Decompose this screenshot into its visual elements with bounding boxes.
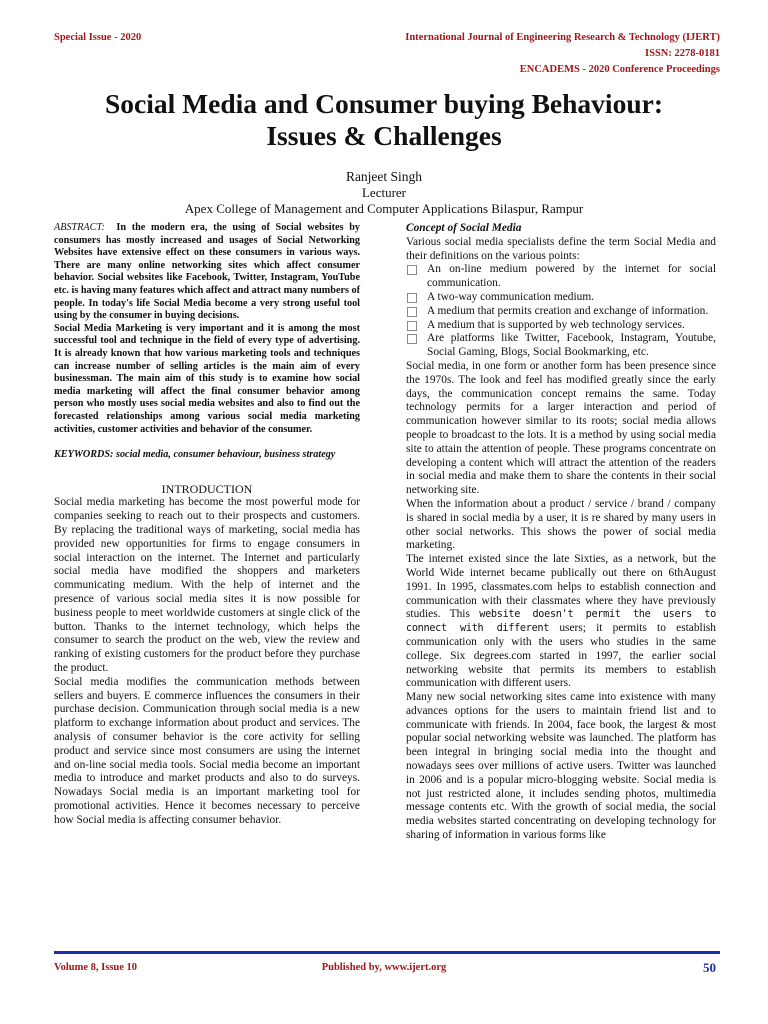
concept-paragraph-2: When the information about a product / service / brand / company is shared in social media by a user, it is re shared by many users in other social networks. This shows the power of social media marketing.	[406, 497, 716, 552]
concept-paragraph-1: Social media, in one form or another form has been presence since the 1970s. The look and feel has modified greatly since the early days, the communication concept remains the same. Today technology permits for a larger interaction and period of communication however similar to its roots; social media allows people to broadcast to the lots. It is a method by using social media site to attain the attention of people. These programs concentrate on developing a content which will attract the attention of the readers in social media and make them to share the contents in their social networking site.	[406, 359, 716, 497]
concept-paragraph-3b: users; it permits to establish communication only with the users who studies in the same college. Six degrees.com started in 1997, the earlier social networking website that permits its members to establish communication with different users.	[406, 622, 717, 690]
page-number: 50	[703, 960, 716, 975]
abstract-label: ABSTRACT:	[54, 222, 105, 233]
bullet-item	[406, 263, 716, 291]
bullet-item	[406, 291, 716, 305]
bullet-item	[406, 319, 716, 333]
intro-paragraph-2: Social media modifies the communication methods between sellers and buyers. E commerce influences the consumers in their purchase decision. Communication through social media is a new platform to exchange information about product and services. The analysis of consumer behavior is the core activity for selling product and service since most consumers are using the internet and on-line social media tools. Social media become an important media to introduce and market products and also to do surveys. Nowadays Social media is an important marketing tool for promotional activities. Hence it becomes necessary to perceive how Social media is affecting consumer behavior.	[54, 675, 360, 826]
keywords-value: social media, consumer behaviour, business strategy	[116, 449, 336, 461]
concept-intro: Various social media specialists define the term Social Media and their definitions on the various points:	[406, 235, 716, 262]
concept-paragraph-4: Many new social networking sites came into existence with many advances options for the users to maintain friend list and to communicate with friends. In 2004, face book, the largest & most popular social networking website was launched. The platform has been integral in bringing social media into the thought and nowadays sees over millions of active users. Twitter was launched in 2006 and is a popular micro-blogging website. Social media is not just restricted alone, it includes sending photos, multimedia message contents etc. With the growth of social media, the social media websites started concentrating on developing technology for sharing of information in various forms like	[406, 691, 716, 842]
bullet-box-icon	[407, 334, 417, 344]
left-column	[54, 222, 360, 828]
abstract-text-1: In the modern era, the using of Social websites by consumers has mostly increased and usages of Social Networking Websites have extensive effect on these consumers in various ways. There are many online networking sites which affect consumer behavior. Social websites like Facebook, Twitter, Instagram, YouTube etc. is having many features which affect and attract many numbers of people. In today's life Social Media become a very strong useful tool using by the consumer in buying decisions.	[54, 222, 360, 322]
title-line-1: Social Media and Consumer buying Behaviour:	[105, 88, 663, 119]
bullet-box-icon	[407, 321, 417, 331]
bullet-text: A medium that permits creation and exchange of information.	[427, 304, 709, 317]
bullet-item	[406, 332, 716, 360]
conference-name: ENCADEMS - 2020 Conference Proceedings	[519, 64, 720, 75]
author-block	[0, 169, 768, 217]
bullet-text: A medium that is supported by web technology services.	[427, 318, 685, 331]
bullet-text: Are platforms like Twitter, Facebook, Instagram, Youtube, Social Gaming, Blogs, Social Bookmarking, etc.	[427, 332, 716, 359]
bullet-text: An on-line medium powered by the internet for social communication.	[427, 263, 716, 290]
right-column	[406, 222, 716, 843]
journal-header	[405, 31, 720, 79]
volume-issue: Volume 8, Issue 10	[54, 962, 138, 973]
introduction-heading: INTRODUCTION	[161, 481, 253, 496]
author-affiliation: Apex College of Management and Computer Applications Bilaspur, Rampur	[184, 201, 584, 216]
bullet-box-icon	[407, 307, 417, 317]
paper-title	[0, 88, 768, 152]
footer-rule	[54, 951, 720, 954]
bullet-box-icon	[407, 293, 417, 303]
publisher-link[interactable]: Published by, www.ijert.org	[321, 962, 447, 973]
intro-paragraph-1: Social media marketing has become the most powerful mode for companies seeking to reach out to their prospects and customers. By replacing the traditional ways of marketing, social media has provided new opportunities for firms to engage consumers in social interaction on the internet. The Internet and particularly social media have modified the shoppers and marketers communicating medium. With the help of internet and the presence of various social media sites it is now possible for business people to meet worldwide customers at single click of the button. Thanks to the internet technology, which helps the consumer to search the product on the web, view the review and ranking of existing customers for the product before they purchase the product.	[54, 496, 360, 675]
concept-paragraph-3a: The internet existed since the late Sixties, as a network, but the World Wide internet became publically out there on 6thAugust 1991. In 1995, classmates.com helps to establish connection and communication with their classmates where they have previously studies. This	[406, 553, 716, 621]
concept-heading: Concept of Social Media	[406, 222, 522, 234]
author-name: Ranjeet Singh	[345, 169, 423, 184]
title-line-2: Issues & Challenges	[266, 120, 502, 151]
abstract-paragraph-2: Social Media Marketing is very important and it is among the most successful tool and technique in the field of every type of advertising. It is already known that how various marketing tools and techniques can increase number of selling articles is the main aim of every businessman. The main aim of this study is to examine how social media marketing will affect the final consumer behavior among person who mostly uses social media websites and also to find out the forecasted relationships among various social media marketing activities, customer activities and behavior of the consumer.	[54, 322, 360, 435]
concept-paragraph-3	[406, 553, 716, 691]
journal-name: International Journal of Engineering Research & Technology (IJERT)	[405, 32, 720, 43]
author-role: Lecturer	[361, 185, 407, 200]
abstract-paragraph-1	[54, 222, 360, 323]
journal-issn: ISSN: 2278-0181	[645, 48, 720, 59]
keywords-label: KEYWORDS:	[54, 449, 114, 461]
bullet-item	[406, 305, 716, 319]
bullet-box-icon	[407, 265, 417, 275]
bullet-text: A two-way communication medium.	[427, 290, 595, 303]
journal-special-issue: Special Issue - 2020	[54, 32, 142, 43]
keywords	[54, 449, 360, 462]
concept-paragraph-3-mono: website doesn't permit the users to connect with different	[406, 609, 716, 635]
